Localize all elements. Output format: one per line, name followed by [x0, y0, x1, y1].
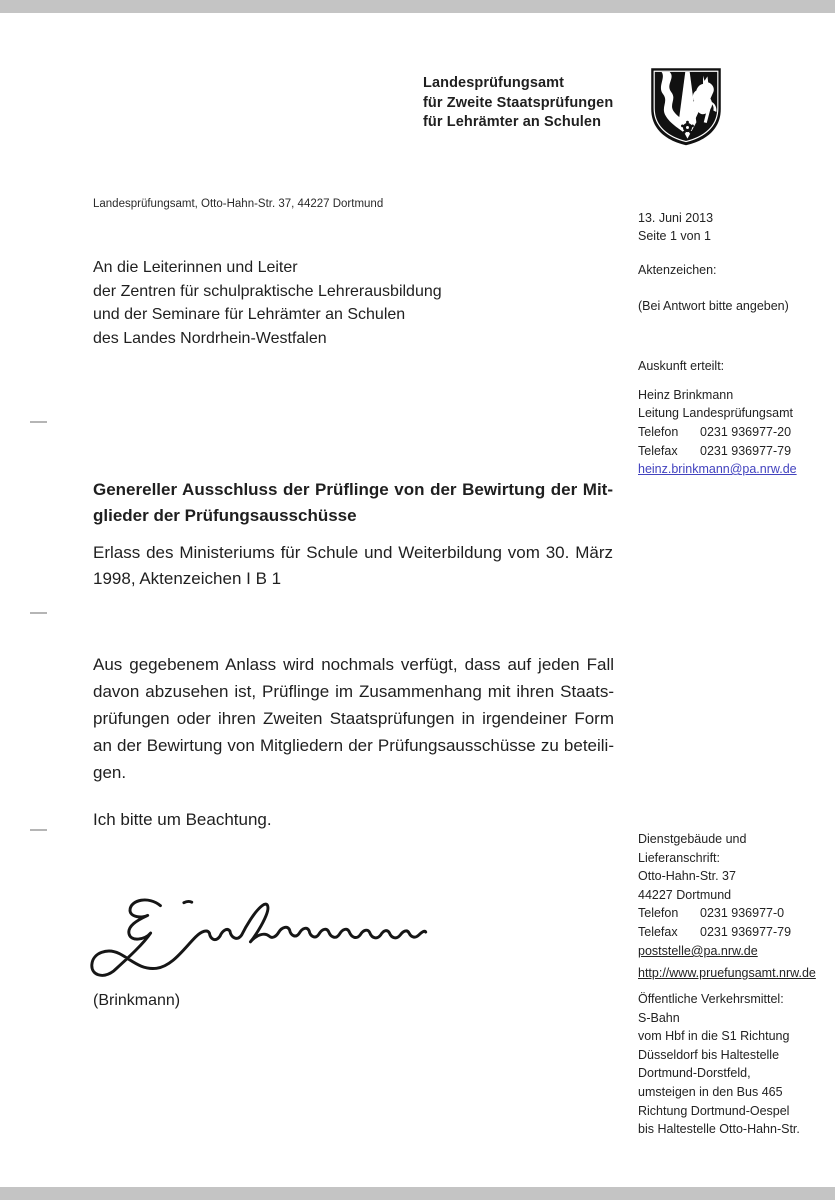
closing-line: Ich bitte um Beachtung.	[93, 810, 272, 829]
file-reference-note: (Bei Antwort bitte angeben)	[638, 299, 789, 313]
handwritten-signature	[86, 886, 458, 984]
nrw-coat-of-arms-icon	[649, 66, 723, 149]
text-line: umsteigen in den Bus 465	[638, 1084, 783, 1099]
text-line: glieder der Prüfungsausschüsse	[93, 506, 357, 525]
text-line: S-Bahn	[638, 1010, 680, 1025]
office-address	[638, 830, 746, 904]
text-line: für Lehrämter an Schulen	[423, 114, 602, 130]
text-line: Otto-Hahn-Str. 37	[638, 869, 736, 884]
phone-label: Telefon	[638, 425, 679, 439]
text-line: Öffentliche Verkehrsmittel:	[638, 992, 784, 1006]
text-line: 1998, Aktenzeichen I B 1	[93, 569, 282, 588]
text-line: gen.	[93, 763, 127, 782]
contact-fax-row	[638, 442, 828, 460]
recipient-address	[93, 256, 442, 350]
scan-edge-bottom	[0, 1187, 835, 1200]
signature-name: (Brinkmann)	[93, 992, 181, 1009]
public-transport-directions	[638, 990, 800, 1139]
text-line: davon abzusehen ist, Prüflinge im Zusammenhang mit ihren Staats-	[93, 682, 614, 701]
text-line: vom Hbf in die S1 Richtung	[638, 1029, 790, 1044]
phone-number: 0231 936977-20	[700, 425, 792, 439]
subject-heading	[93, 477, 613, 529]
text-line: der Zentren für schulpraktische Lehrerausbildung	[93, 282, 442, 300]
contact-phone-row	[638, 423, 828, 441]
text-line: Richtung Dortmund-Oespel	[638, 1103, 790, 1118]
sender-return-address: Landesprüfungsamt, Otto-Hahn-Str. 37, 44227 Dortmund	[93, 198, 384, 210]
text-line: prüfungen oder ihren Zweiten Staatsprüfungen in irgendeiner Form	[93, 709, 614, 728]
text-line: 44227 Dortmund	[638, 887, 732, 902]
office-fax-row	[638, 923, 828, 942]
text-line: Genereller Ausschluss der Prüflinge von der Bewirtung der Mit-	[93, 480, 613, 499]
decree-reference	[93, 540, 613, 592]
fold-mark	[30, 612, 47, 614]
text-line: An die Leiterinnen und Leiter	[93, 259, 298, 276]
text-line: Dienstgebäude und	[638, 832, 747, 846]
text-line: und der Seminare für Lehrämter an Schulen	[93, 306, 406, 323]
text-line: an der Bewirtung von Mitgliedern der Prüfungsausschüsse zu beteili-	[93, 736, 614, 755]
letter-body	[93, 651, 614, 786]
fold-mark	[30, 829, 47, 831]
text-line: Düsseldorf bis Haltestelle	[638, 1047, 780, 1062]
phone-number: 0231 936977-0	[700, 906, 785, 920]
fax-label: Telefax	[638, 444, 678, 458]
fax-number: 0231 936977-79	[700, 444, 792, 458]
contact-name: Heinz Brinkmann	[638, 388, 734, 402]
text-line: Erlass des Ministeriums für Schule und Weiterbildung vom 30. März	[93, 543, 613, 562]
contact-title: Leitung Landesprüfungsamt	[638, 406, 793, 420]
fold-mark	[30, 421, 47, 423]
text-line: Lieferanschrift:	[638, 850, 720, 865]
fax-number: 0231 936977-79	[700, 925, 792, 939]
office-phone-row	[638, 904, 828, 923]
text-line: bis Haltestelle Otto-Hahn-Str.	[638, 1122, 800, 1137]
text-line: Landesprüfungsamt	[423, 75, 565, 91]
file-reference-label: Aktenzeichen:	[638, 263, 717, 277]
page-count: Seite 1 von 1	[638, 229, 711, 243]
letterhead-agency	[423, 74, 613, 133]
text-line: Dortmund-Dorstfeld,	[638, 1066, 751, 1081]
scan-edge-top	[0, 0, 835, 13]
text-line: des Landes Nordrhein-Westfalen	[93, 329, 327, 347]
text-line: Aus gegebenem Anlass wird nochmals verfügt, dass auf jeden Fall	[93, 655, 614, 674]
office-website-link[interactable]: http://www.pruefungsamt.nrw.de	[638, 966, 816, 980]
phone-label: Telefon	[638, 906, 679, 920]
fax-label: Telefax	[638, 925, 678, 939]
letter-date: 13. Juni 2013	[638, 211, 714, 225]
contact-heading: Auskunft erteilt:	[638, 359, 725, 373]
text-line: für Zweite Staatsprüfungen	[423, 94, 614, 111]
contact-email-link[interactable]: heinz.brinkmann@pa.nrw.de	[638, 462, 797, 476]
office-email-link[interactable]: poststelle@pa.nrw.de	[638, 944, 758, 958]
